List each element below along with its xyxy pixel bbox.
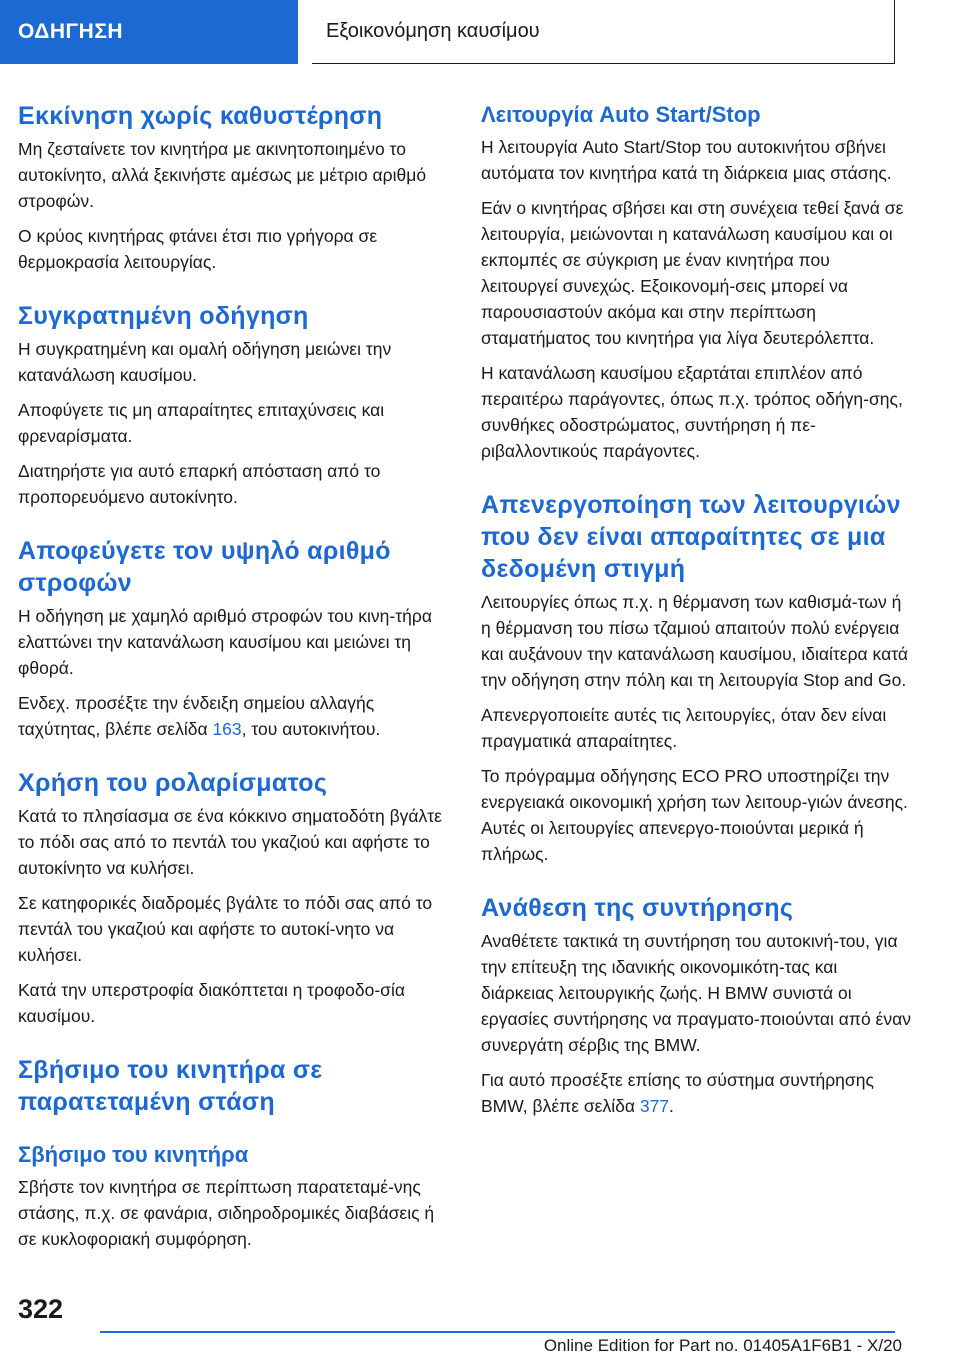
- footer-divider: [100, 1331, 895, 1333]
- paragraph: Κατά την υπερστροφία διακόπτεται η τροφοδο‐σία καυσίμου.: [18, 980, 405, 1026]
- paragraph: Λειτουργίες όπως π.χ. η θέρμανση των καθισμά‐των ή η θέρμανση του πίσω τζαμιού απαιτούν πολύ ενέργεια και αυξάνουν την κατανάλωση καυσίμου, ιδιαίτερα κατά την οδήγηση στην πόλη και τη λειτουργία Stop and Go.: [481, 592, 908, 690]
- chapter-title-text: Εξοικονόμηση καυσίμου: [326, 20, 540, 42]
- paragraph: [18, 690, 448, 742]
- heading-auto-start-stop: Λειτουργία Auto Start/Stop: [481, 102, 761, 127]
- text: .: [669, 1096, 674, 1116]
- heading-coasting: Χρήση του ρολαρίσματος: [18, 769, 328, 797]
- paragraph: Απενεργοποιείτε αυτές τις λειτουργίες, όταν δεν είναι πραγματικά απαραίτητες.: [481, 705, 887, 751]
- edition-note: Online Edition for Part no. 01405A1F6B1 - X/20: [543, 1336, 902, 1355]
- section-tab: ΟΔΗΓΗΣΗ: [0, 0, 298, 64]
- paragraph: [481, 1067, 911, 1119]
- paragraph: Εάν ο κινητήρας σβήσει και στη συνέχεια τεθεί ξανά σε λειτουργία, μειώνονται η κατανάλωση καυσίμου και οι εκπομπές σε σύγκριση με έναν κινητήρα που λειτουργεί συνεχώς. Εξοικονομή‐σεις μπορεί να παρουσιαστούν ακόμα και στην περίπτωση σταματήματος του κινητήρα για λίγα δευτερόλεπτα.: [481, 198, 904, 348]
- paragraph: Αποφύγετε τις μη απαραίτητες επιταχύνσεις και φρεναρίσματα.: [18, 400, 385, 446]
- heading-avoid-high-rpm: Αποφεύγετε τον υψηλό αριθμό στροφών: [18, 537, 391, 597]
- chapter-title: [312, 0, 895, 64]
- paragraph: Η συγκρατημένη και ομαλή οδήγηση μειώνει την κατανάλωση καυσίμου.: [18, 339, 392, 385]
- page-reference-link[interactable]: 163: [212, 719, 242, 739]
- subheading-engine-off: Σβήσιμο του κινητήρα: [18, 1142, 249, 1167]
- paragraph: Διατηρήστε για αυτό επαρκή απόσταση από το προπορευόμενο αυτοκίνητο.: [18, 461, 381, 507]
- paragraph: Ο κρύος κινητήρας φτάνει έτσι πιο γρήγορα σε θερμοκρασία λειτουργίας.: [18, 226, 378, 272]
- paragraph: Κατά το πλησίασμα σε ένα κόκκινο σηματοδότη βγάλτε το πόδι σας από το πεντάλ του γκαζιού και αφήστε το αυτοκίνητο να κυλήσει.: [18, 806, 442, 878]
- text: Για αυτό προσέξτε επίσης το σύστημα συντήρησης BMW, βλέπε σελίδα: [481, 1070, 874, 1116]
- heading-engine-off-long-stop: Σβήσιμο του κινητήρα σε παρατεταμένη στάση: [18, 1056, 323, 1116]
- page-number: 322: [18, 1294, 64, 1324]
- page-reference-link[interactable]: 377: [639, 1096, 670, 1116]
- text: , του αυτοκινήτου.: [241, 719, 381, 739]
- paragraph: Το πρόγραμμα οδήγησης ECO PRO υποστηρίζει την ενεργειακά οικονομική χρήση των λειτουρ‐γιών άνεσης. Αυτές οι λειτουργίες απενεργο‐ποιούνται μερικά ή πλήρως.: [481, 766, 908, 864]
- text: Ενδεχ. προσέξτε την ένδειξη σημείου αλλαγής ταχύτητας, βλέπε σελίδα: [18, 693, 375, 739]
- heading-maintenance: Ανάθεση της συντήρησης: [481, 894, 794, 922]
- left-column: [18, 100, 448, 1252]
- paragraph: Σε κατηφορικές διαδρομές βγάλτε το πόδι σας από το πεντάλ του γκαζιού και αφήστε το αυτοκί‐νητο να κυλήσει.: [18, 893, 433, 965]
- heading-moderate-driving: Συγκρατημένη οδήγηση: [18, 302, 309, 330]
- paragraph: Αναθέτετε τακτικά τη συντήρηση του αυτοκινή‐του, για την επίτευξη της ιδανικής οικονομικότη‐τας και διάρκειας λειτουργικής ζωής. Η BMW συνιστά οι εργασίες συντήρησης να πραγματο‐ποιούνται από έναν συνεργάτη σέρβις της BMW.: [481, 931, 911, 1055]
- paragraph: Μη ζεσταίνετε τον κινητήρα με ακινητοποιημένο το αυτοκίνητο, αλλά ξεκινήστε αμέσως με μέτριο αριθμό στροφών.: [18, 139, 427, 211]
- heading-start-without-delay: Εκκίνηση χωρίς καθυστέρηση: [18, 102, 383, 130]
- paragraph: Η λειτουργία Auto Start/Stop του αυτοκινήτου σβήνει αυτόματα τον κινητήρα κατά τη διάρκεια μιας στάσης.: [481, 137, 892, 183]
- heading-deactivate-functions: Απενεργοποίηση των λειτουργιών που δεν είναι απαραίτητες σε μια δεδομένη στιγμή: [481, 491, 901, 583]
- paragraph: Η οδήγηση με χαμηλό αριθμό στροφών του κινη‐τήρα ελαττώνει την κατανάλωση καυσίμου και μειώνει τη φθορά.: [18, 606, 432, 678]
- right-column: [481, 100, 911, 1119]
- paragraph: Σβήστε τον κινητήρα σε περίπτωση παρατεταμέ‐νης στάσης, π.χ. σε φανάρια, σιδηροδρομικές διαβάσεις ή σε κυκλοφοριακή συμφόρηση.: [18, 1177, 435, 1249]
- paragraph: Η κατανάλωση καυσίμου εξαρτάται επιπλέον από περαιτέρω παράγοντες, όπως π.χ. τρόπος οδήγη‐σης, συνθήκες οδοστρώματος, συντήρηση ή πε‐ριβαλλοντικούς παράγοντες.: [481, 363, 903, 461]
